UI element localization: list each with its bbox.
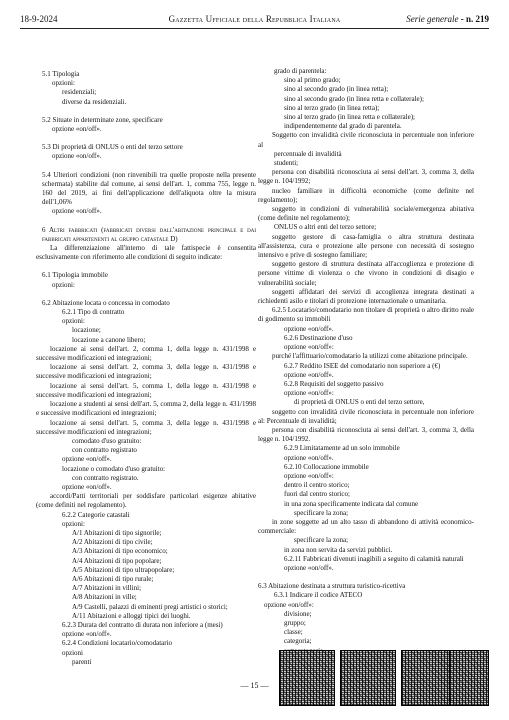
text-line: opzioni (62, 648, 83, 657)
spacer (36, 217, 256, 226)
text-line: 6.1 Tipologia immobile (42, 271, 108, 280)
text-line: opzione «on/off». (52, 207, 102, 216)
text-line: sino al secondo grado (in linea retta); (284, 85, 389, 94)
spacer (36, 262, 256, 271)
text-line: 6.2.10 Collocazione immobile (284, 462, 369, 471)
text-line: in zone soggette ad un alto tasso di abbandono di attività economico-commerciale: (258, 517, 474, 536)
text-line: in zona non servita da servizi pubblici. (284, 545, 393, 554)
series-number: - n. 219 (460, 14, 489, 24)
text-line: 6.2.4 Condizioni locatario/comodatario (62, 639, 173, 648)
text-line: soggetti affidatari dei servizi di accoglienza integrata destinati a richiedenti asilo e titolari di protezione internazionale o umanitaria. (258, 287, 474, 306)
text-line: 6.2.5 Locatario/comodatario non titolare di proprietà o altro diritto reale di godimento su immobili (258, 306, 474, 324)
text-line: opzione «on/off». (284, 324, 334, 333)
text-line: opzione «on/off». (284, 370, 334, 379)
text-line: Soggetto con invalidità civile riconosciuta in percentuale non inferiore al (258, 131, 474, 149)
left-text-column (36, 70, 256, 667)
text-line: persona con disabilità riconosciuta ai sensi dell'art. 3, comma 3, della legge n. 104/1992; (258, 168, 474, 186)
text-line: opzione «on/off». (52, 125, 102, 134)
text-line: La differenziazione all'interno di tale fattispecie è consentita esclusivamente con riferimento alle condizioni di seguito indicate: (36, 244, 256, 262)
text-line: opzione «on/off»: (264, 600, 314, 609)
text-line: A/2 Abitazioni di tipo civile; (72, 538, 153, 547)
text-line: opzione «on/off». (62, 482, 112, 491)
text-line: specificare la zona; (294, 508, 349, 517)
text-line: specificare la zona; (294, 536, 349, 545)
text-line: in una zona specificamente indicata dal comune (284, 499, 419, 508)
text-line: 6.2.9 Limitatamente ad un solo immobile (284, 444, 400, 453)
text-line: comodato d'uso gratuito: (72, 436, 142, 445)
text-line: opzione «on/off». (284, 563, 334, 572)
text-line: accordi/Patti territoriali per soddisfare particolari esigenze abitative (come definiti nel regolamento). (36, 492, 256, 510)
text-line: opzione «on/off»: (284, 343, 334, 352)
text-line: soggetto gestore di casa-famiglia o altra struttura destinata all'assistenza, cura e protezione alle persone con necessità di sostegno intensivo e prive di sostegno familiare; (258, 232, 474, 260)
text-line: soggetto con invalidità civile riconosciuta in percentuale non inferiore al: Percentuale di invalidità; (258, 407, 474, 425)
text-line: persona con disabilità riconosciuta ai sensi dell'art. 3, comma 3, della legge n. 104/1992. (258, 425, 474, 444)
text-line: soggetto gestore di struttura destinata all'accoglienza e protezione di persone vittime di violenza o che vivono in condizioni di disagio e vulnerabilità sociale; (258, 260, 474, 287)
text-line: opzione «on/off»: (284, 389, 334, 398)
text-line: A/4 Abitazioni di tipo popolare; (72, 556, 162, 565)
text-line: 6.3.1 Indicare il codice ATECO (274, 591, 363, 600)
text-line: locazione a canone libero; (72, 335, 146, 344)
text-line: indipendentemente dal grado di parentela. (284, 122, 402, 131)
text-line: grado di parentela: (274, 67, 327, 75)
text-line: locazione ai sensi dell'art. 2, comma 3, della legge n. 431/1998 e successive modificazioni ed integrazioni; (36, 363, 256, 381)
spacer (36, 162, 256, 171)
text-line: 5.4 Ulteriori condizioni (non rinvenibili tra quelle proposte nella presente schermata) stabilite dal comune, ai sensi dell'art. 1, comma 755, legge n. 160 del 2019, ai fini dell'applicazione dell'aliquota oltre la misura dell'1,06% (42, 170, 256, 207)
series-label (406, 14, 489, 24)
barcode-4 (449, 650, 489, 706)
text-line: 6.3 Abitazione destinata a struttura turistico-ricettiva (258, 582, 406, 591)
text-line: ONLUS o altri enti del terzo settore; (274, 223, 377, 232)
text-line: classe; (284, 628, 303, 637)
text-line: A/7 Abitazioni in villini; (72, 584, 142, 593)
text-line: 6.2.6 Destinazione d'uso (284, 333, 353, 342)
text-line: 6.2.11 Fabbricati divenuti inagibili a seguito di calamità naturali (284, 554, 464, 563)
text-line: soggetto in condizioni di vulnerabilità sociale/emergenza abitativa (come definite nel regolamento); (258, 205, 474, 223)
text-line: 5.3 Di proprietà di ONLUS o enti del terzo settore (42, 143, 183, 152)
gazette-title: Gazzetta Ufficiale della Repubblica Italiana (168, 14, 341, 24)
text-line: 5.2 Situate in determinate zone, specificare (42, 115, 163, 124)
text-line: categoria; (284, 637, 312, 646)
text-line: nucleo familiare in difficoltà economiche (come definite nel regolamento); (258, 186, 474, 204)
publication-date: 18-9-2024 (20, 14, 58, 24)
text-line: A/11 Abitazioni e alloggi tipici dei luoghi. (72, 611, 191, 620)
text-line: opzioni: (62, 317, 85, 326)
text-line: A/5 Abitazioni di tipo ultrapopolare; (72, 565, 175, 574)
text-line: A/6 Abitazioni di tipo rurale; (72, 574, 154, 583)
text-line: fuori dal centro storico; (284, 490, 350, 499)
text-line: parenti (72, 657, 92, 666)
text-line: divisione; (284, 609, 312, 618)
text-line: con contratto registrato (72, 446, 137, 455)
text-line: dentro il centro storico; (284, 481, 350, 490)
text-line: A/8 Abitazioni in ville; (72, 593, 137, 602)
text-line: locazione ai sensi dell'art. 5, comma 3, della legge n. 431/1998 e successive modificazioni ed integrazioni; (36, 418, 256, 436)
right-text-column (258, 67, 474, 656)
text-line: gruppo; (284, 618, 306, 627)
text-line: A/1 Abitazioni di tipo signorile; (72, 528, 162, 537)
barcode-1 (279, 650, 335, 706)
text-line: 6.2.7 Reddito ISEE del comodatario non superiore a (€) (284, 361, 441, 370)
text-line: A/3 Abitazioni di tipo economico; (72, 547, 168, 556)
text-line: locazione a studenti ai sensi dell'art. 5, comma 2, della legge n. 431/1998 e successive modificazioni ed integrazioni; (36, 400, 256, 418)
barcode-2 (340, 650, 396, 706)
text-line: sino al terzo grado (in linea retta); (284, 103, 380, 112)
text-line: 6 Altri fabbricati (fabbricati diversi dall'abitazione principale e dai fabbricati appartenenti al gruppo catastale D) (42, 225, 256, 243)
spacer (36, 290, 256, 299)
page-header (20, 14, 489, 28)
text-line: 6.2.8 Requisiti del soggetto passivo (284, 379, 384, 388)
text-line: sino al primo grado; (284, 76, 341, 85)
text-line: locazione ai sensi dell'art. 5, comma 1, della legge n. 431/1998 e successive modificazioni ed integrazioni; (36, 381, 256, 399)
text-line: residenziali; (62, 88, 97, 97)
spacer (36, 107, 256, 116)
text-line: 6.2.3 Durata del contratto di durata non inferiore a (mesi) (62, 620, 223, 629)
text-line: sino al terzo grado (in linea retta e collaterale); (284, 113, 415, 122)
text-line: locazione; (72, 326, 101, 335)
text-line: con contratto registrato. (72, 473, 139, 482)
text-line: opzione «on/off»: (284, 471, 334, 480)
text-line: opzione «on/off». (284, 453, 334, 462)
text-line: opzioni: (62, 519, 85, 528)
text-line: 6.2.2 Categorie catastali (62, 510, 130, 519)
text-line: opzione «on/off». (52, 152, 102, 161)
text-line: diverse da residenziali. (62, 97, 127, 106)
text-line: opzione «on/off». (62, 455, 112, 464)
text-line: di proprietà di ONLUS o enti del terzo settore, (294, 398, 425, 407)
text-line: 5.1 Tipologia (42, 70, 80, 78)
spacer (258, 573, 474, 582)
text-line: opzione «on/off». (62, 630, 112, 639)
text-line: A/9 Castelli, palazzi di eminenti pregi artistici o storici; (72, 602, 228, 611)
text-line: opzioni: (52, 79, 75, 88)
text-line: opzioni: (52, 280, 75, 289)
text-line: locazione o comodato d'uso gratuito: (62, 464, 166, 473)
text-line: 6.2 Abitazione locata o concessa in comodato (42, 298, 170, 307)
text-line: purché l'affittuario/comodatario la utilizzi come abitazione principale. (272, 352, 468, 361)
spacer (36, 134, 256, 143)
text-line: studenti; (274, 159, 299, 168)
text-line: sino al secondo grado (in linea retta e collaterale); (284, 94, 424, 103)
text-line: locazione ai sensi dell'art. 2, comma 1, della legge n. 431/1998 e successive modificazioni ed integrazioni; (36, 344, 256, 363)
page-number: — 15 — (240, 681, 269, 690)
text-line: 6.2.1 Tipo di contratto (62, 308, 125, 317)
header-rule (20, 28, 489, 29)
text-line: percentuale di invalidità (274, 149, 342, 158)
series-name: Serie generale (406, 14, 459, 24)
